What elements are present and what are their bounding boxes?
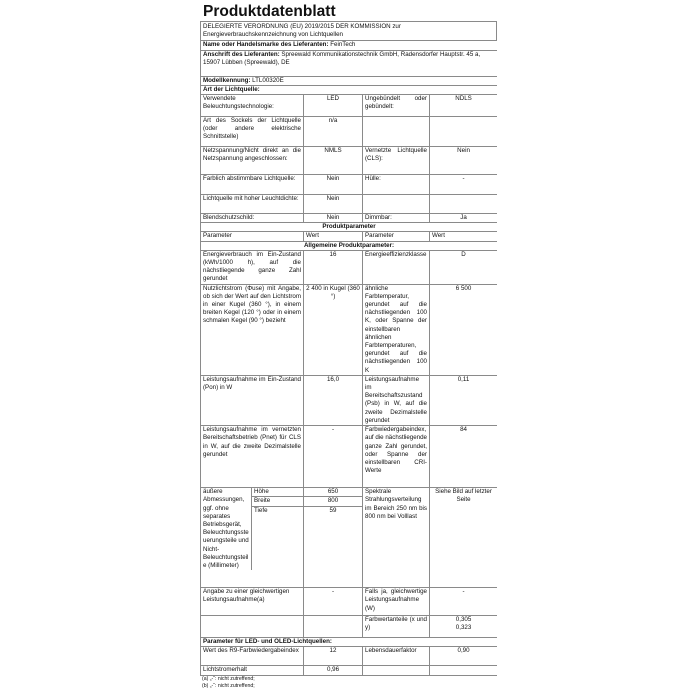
supplier-address-row — [201, 50, 498, 76]
dimension-name: Breite — [252, 497, 303, 506]
type-label: Netzspannung/Nicht direkt an die Netzspannung angeschlossen: — [201, 147, 304, 175]
type-label: Vernetzte Lichtquelle (CLS): — [363, 147, 430, 175]
empty-cell — [201, 616, 304, 638]
type-value: NMLS — [304, 147, 363, 175]
product-data-sheet — [200, 0, 497, 700]
supplier-name-value: FeinTech — [330, 41, 356, 49]
datasheet-table — [200, 40, 497, 675]
supplier-name-row — [201, 41, 498, 50]
supplier-address-value: Spreewald Kommunikationstechnik GmbH, Radensdorfer Hauptstr. 45 a, 15907 Lübben (Spreewald), DE — [203, 50, 481, 66]
dimensions-names — [252, 488, 303, 570]
param-value: Siehe Bild auf letzter Seite — [430, 488, 498, 588]
param-value: 12 — [304, 647, 363, 666]
type-label: Dimmbar: — [363, 214, 430, 223]
type-label: Art des Sockels der Lichtquelle (oder andere elektrische Schnittstelle) — [201, 117, 304, 147]
param-value: 0,11 — [430, 375, 498, 425]
param-value: 0,96 — [304, 666, 363, 675]
param-label: Lebensdauerfaktor — [363, 647, 430, 666]
type-label: Verwendete Beleuchtungstechnologie: — [201, 95, 304, 117]
type-label: Farblich abstimmbare Lichtquelle: — [201, 175, 304, 195]
type-value: Nein — [304, 195, 363, 214]
footnote: (a) „-“: nicht zutreffend; — [202, 675, 255, 682]
type-label: Hülle: — [363, 175, 430, 195]
type-value: Nein — [304, 175, 363, 195]
type-label — [363, 195, 430, 214]
dimension-value: 650 — [304, 488, 362, 497]
param-label: Angabe zu einer gleichwertigen Leistungsaufnahme(a) — [201, 588, 304, 616]
param-value: - — [304, 426, 363, 488]
supplier-name-label: Name oder Handelsmarke des Lieferanten: — [203, 41, 329, 49]
type-label — [363, 117, 430, 147]
light-source-type-header: Art der Lichtquelle: — [201, 85, 498, 94]
model-row — [201, 76, 498, 85]
dimension-name: Tiefe — [254, 506, 268, 514]
param-label: Leistungsaufnahme im Bereitschaftszustand (Psb) in W, auf die zweite Dezimalstelle gerundet — [363, 375, 430, 425]
param-label: Leistungsaufnahme im Ein-Zustand (Pon) in W — [201, 375, 304, 425]
type-label: Blendschutzschild: — [201, 214, 304, 223]
param-label: ähnliche Farbtemperatur, gerundet auf die nächstliegenden 100 K, oder Spanne der einstellbaren ähnlichen Farbtemperaturen, gerundet auf die nächstliegenden 100 K — [363, 284, 430, 375]
empty-cell — [304, 616, 363, 638]
dimensions-label: äußere Abmessungen, ggf. ohne separates Betriebsgerät, Beleuchtungssteuerungsteile und Nicht-Beleuchtungsteile (Millimeter) — [201, 488, 252, 570]
type-value: LED — [304, 95, 363, 117]
param-label: Energieverbrauch im Ein-Zustand (kWh/1000 h), auf die nächstliegende ganze Zahl gerundet — [201, 250, 304, 284]
type-value: - — [430, 175, 498, 195]
param-value: 6 500 — [430, 284, 498, 375]
param-value — [430, 666, 498, 675]
dimensions-values — [304, 488, 363, 588]
footnote: (b) „-“: nicht zutreffend; — [202, 682, 255, 689]
type-label: Lichtquelle mit hoher Leuchtdichte: — [201, 195, 304, 214]
model-value: LTL00320E — [252, 76, 284, 84]
param-label: Spektrale Strahlungsverteilung im Bereich 250 nm bis 800 nm bei Volllast — [363, 488, 430, 588]
type-value: NDLS — [430, 95, 498, 117]
param-label: Energieeffizienzklasse — [363, 250, 430, 284]
dimension-name: Höhe — [252, 488, 303, 497]
general-params-header: Allgemeine Produktparameter: — [201, 241, 498, 250]
column-header: Wert — [304, 232, 363, 241]
param-value: D — [430, 250, 498, 284]
type-value — [430, 117, 498, 147]
type-value — [430, 195, 498, 214]
type-value: Ja — [430, 214, 498, 223]
dimension-value: 800 — [304, 497, 362, 506]
param-label: Farbwiedergabeindex, auf die nächstliegende ganze Zahl gerundet, oder Spanne der einstellbaren CRI-Werte — [363, 426, 430, 488]
param-label: Nutzlichtstrom (Φuse) mit Angabe, ob sich der Wert auf den Lichtstrom in einer Kugel (360 °), in einem breiten Kegel (120 °) oder in einem schmalen Kegel (90 °) bezieht — [201, 284, 304, 375]
param-label: Falls ja, gleichwertige Leistungsaufnahme (W) — [363, 588, 430, 616]
param-label: Leistungsaufnahme im vernetzten Bereitschaftsbetrieb (Pnet) für CLS in W, auf die zweite Dezimalstelle gerundet — [201, 426, 304, 488]
type-label: Ungebündelt oder gebündelt: — [363, 95, 430, 117]
regulation-intro: DELEGIERTE VERORDNUNG (EU) 2019/2015 DER KOMMISSION zur Energieverbrauchskennzeichnung von Lichtquellen — [200, 21, 497, 40]
param-value: 84 — [430, 426, 498, 488]
param-value: 2 400 in Kugel (360 °) — [304, 284, 363, 375]
type-value: n/a — [304, 117, 363, 147]
column-header: Parameter — [201, 232, 304, 241]
param-label: Farbwertanteile (x und y) — [363, 616, 430, 638]
type-value: Nein — [430, 147, 498, 175]
param-label: Lichtstromerhalt — [201, 666, 304, 675]
param-value: 0,90 — [430, 647, 498, 666]
model-label: Modellkennung: — [203, 76, 251, 84]
column-header: Wert — [430, 232, 498, 241]
page-title: Produktdatenblatt — [203, 3, 336, 20]
param-value: 16 — [304, 250, 363, 284]
param-value: - — [430, 588, 498, 616]
param-value: 0,305 0,323 — [430, 616, 498, 638]
dimension-value: 59 — [329, 506, 337, 514]
led-params-header: Parameter für LED- und OLED-Lichtquellen: — [201, 638, 498, 647]
param-label: Wert des R9-Farbwiedergabeindex — [201, 647, 304, 666]
param-value: 16,0 — [304, 375, 363, 425]
product-params-header: Produktparameter — [201, 223, 498, 232]
supplier-address-label: Anschrift des Lieferanten: — [203, 50, 280, 58]
param-label — [363, 666, 430, 675]
column-header: Parameter — [363, 232, 430, 241]
type-value: Nein — [304, 214, 363, 223]
dimensions-cell — [201, 488, 304, 588]
param-value: - — [304, 588, 363, 616]
